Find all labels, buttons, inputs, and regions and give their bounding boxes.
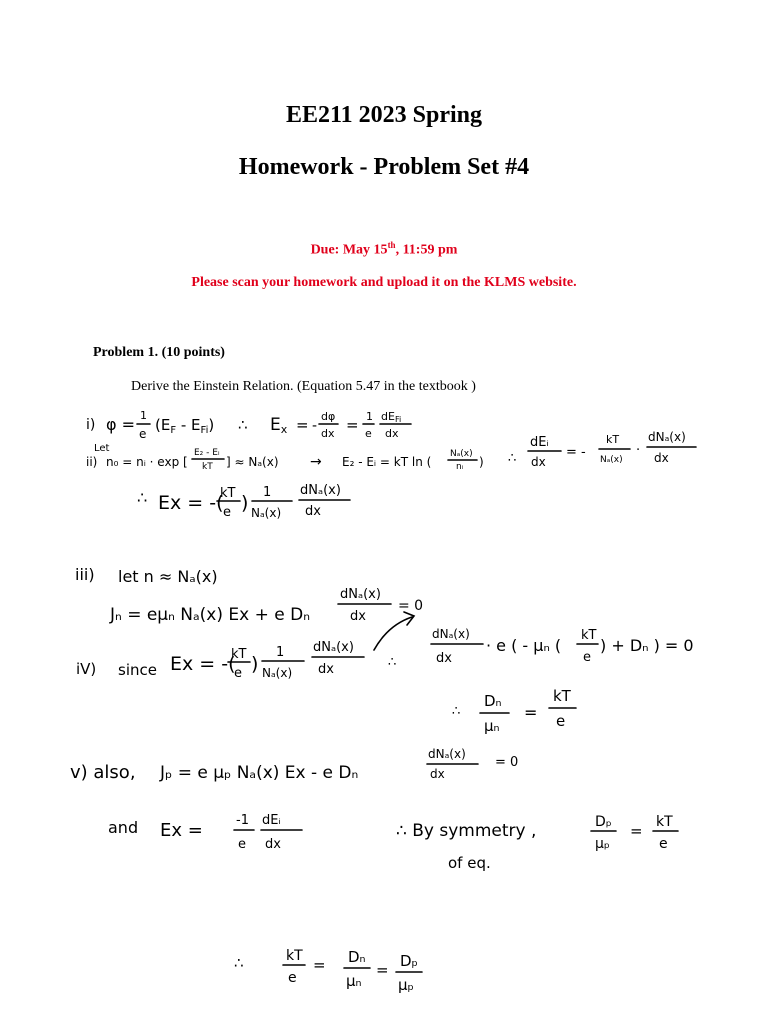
step4-arrow-curve <box>374 617 412 650</box>
step5-dEfi: dEᵢ <box>262 813 281 828</box>
step1-ex-e: E <box>270 415 281 435</box>
step1-e: e <box>139 427 147 441</box>
step4-kT2: kT <box>553 687 571 705</box>
step4-e: e <box>234 666 242 681</box>
step2-dNd: dNₐ(x) <box>648 430 686 444</box>
final-Dn: Dₙ <box>348 948 366 966</box>
step1-eq2: = <box>346 416 359 434</box>
final-Dp: Dₚ <box>400 952 418 970</box>
step4-r-end: ) + Dₙ ) = 0 <box>600 636 694 655</box>
due-prefix: Due: May 15 <box>310 242 388 258</box>
step4-therefore: ∴ <box>388 655 397 670</box>
due-suffix: , 11:59 pm <box>395 242 458 258</box>
step2b-close: ) <box>241 492 249 514</box>
step2-let: Let <box>94 443 110 454</box>
step1-dx2: dx <box>385 427 399 440</box>
step2-ln-den: nᵢ <box>456 462 464 472</box>
step5-kT: kT <box>656 814 673 830</box>
final-eq2: = <box>376 961 389 979</box>
step1-dx: dx <box>321 427 335 440</box>
step5-e: e <box>238 837 246 852</box>
step-v <box>70 747 678 872</box>
step4-r-dx: dx <box>436 651 452 666</box>
step5-jp: Jₚ = e μₚ Nₐ(x) Ex - e Dₙ <box>160 763 359 783</box>
step4-Dn: Dₙ <box>484 692 502 710</box>
step1-therefore: ∴ <box>238 416 248 434</box>
step2b-kT: kT <box>220 486 236 501</box>
step2-dx2: dx <box>654 451 669 465</box>
step4-one: 1 <box>276 645 285 660</box>
step1-eq1: = <box>296 416 309 434</box>
step2-dEfi: dEᵢ <box>530 435 549 450</box>
step4-ex: Ex = -( <box>170 653 236 675</box>
step5-by: ∴ By symmetry , <box>396 821 537 841</box>
step-iii <box>75 565 423 625</box>
step5-minus1: -1 <box>236 813 249 828</box>
final-mun: μₙ <box>346 972 362 990</box>
course-title: EE211 2023 Spring <box>285 102 483 128</box>
step1-one: 1 <box>140 409 147 422</box>
upload-instruction: Please scan your homework and upload it on the KLMS website. <box>191 275 577 290</box>
step5-dx: dx <box>430 767 445 781</box>
step2-rhs: E₂ - Eᵢ = kT ln ( <box>342 455 432 469</box>
step2-lhs: n₀ = nᵢ · exp [ <box>106 455 188 469</box>
step5-mup: μₚ <box>595 836 610 852</box>
step5-eq: = <box>630 822 643 840</box>
step2-frac-den: kT <box>202 462 213 472</box>
step1-e2: e <box>365 427 372 440</box>
step3-dNd: dNₐ(x) <box>340 587 381 602</box>
step1-dEfi <box>381 410 401 424</box>
step2b-dx: dx <box>305 504 321 519</box>
final-mup: μₚ <box>398 976 414 994</box>
step3-label: iii) <box>75 565 95 584</box>
step2-therefore: ∴ <box>508 451 517 466</box>
step2b-ex: Ex = -( <box>158 492 224 514</box>
step4-dNd: dNₐ(x) <box>313 640 354 655</box>
problem-description: Derive the Einstein Relation. (Equation 5.47 in the textbook ) <box>131 379 476 394</box>
step4-close: ) <box>251 653 259 675</box>
step1-ex <box>270 415 288 436</box>
step3-dx: dx <box>350 609 366 624</box>
final-e: e <box>288 970 297 986</box>
step3-jn: Jₙ = eμₙ Nₐ(x) Ex + e Dₙ <box>110 605 310 625</box>
step5-zero: = 0 <box>495 755 519 770</box>
step1-dEfi-sub: Fi <box>394 415 402 424</box>
final-kT: kT <box>286 948 303 964</box>
step5-and: and <box>108 818 139 837</box>
step1-dEfi-d: dE <box>381 410 395 423</box>
step4-eq: = <box>524 703 538 722</box>
step4-mun: μₙ <box>484 717 500 735</box>
step2-rhs-end: ) <box>479 455 484 469</box>
step4-dx: dx <box>318 662 334 677</box>
final-result <box>234 948 422 994</box>
step1-term-a: (E <box>155 416 171 434</box>
step3-let: let n ≈ Nₐ(x) <box>118 567 218 586</box>
step4-kT: kT <box>231 647 247 662</box>
step2-eq: = - <box>566 445 586 460</box>
step1-sub2: Fi <box>200 425 209 436</box>
step2-ln-num: Nₐ(x) <box>450 449 473 459</box>
step1-term-mid: - E <box>176 416 201 434</box>
step-ii-b <box>137 483 350 520</box>
step2-kT: kT <box>606 433 620 446</box>
step3-zero: = 0 <box>398 598 424 614</box>
step4-r-dNd: dNₐ(x) <box>432 627 470 641</box>
step2b-Nd: Nₐ(x) <box>251 506 282 520</box>
step4-Nd: Nₐ(x) <box>262 666 293 680</box>
step4-r-e: e <box>583 650 591 665</box>
homework-title: Homework - Problem Set #4 <box>238 154 530 180</box>
step2b-therefore: ∴ <box>137 488 148 507</box>
step5-ofeq: of eq. <box>448 854 491 872</box>
step1-sub1: F <box>170 425 177 436</box>
step1-minus: - <box>312 418 318 434</box>
step2-arrow: → <box>310 454 322 470</box>
step4-r-kT: kT <box>581 628 597 643</box>
step4-label: iV) <box>76 660 97 678</box>
step5-dx2: dx <box>265 837 281 852</box>
step2b-e: e <box>223 505 231 520</box>
step1-lhs: φ = <box>106 415 136 434</box>
step-iv <box>76 612 694 735</box>
step5-label: v) also, <box>70 762 136 783</box>
due-sup: th <box>387 240 396 250</box>
step1-term-end: ) <box>208 416 215 434</box>
step2-Nd: Nₐ(x) <box>600 455 623 465</box>
step2-dot: · <box>636 443 641 458</box>
step-i <box>86 409 411 441</box>
step2b-dNd: dNₐ(x) <box>300 483 341 498</box>
step1-term <box>155 416 214 436</box>
step1-label: i) <box>86 417 96 433</box>
step2b-one: 1 <box>263 485 272 500</box>
step1-dphi: dφ <box>321 410 336 423</box>
step4-therefore2: ∴ <box>452 704 461 719</box>
step4-since: since <box>118 661 157 679</box>
step4-e2: e <box>556 712 566 730</box>
step5-ex: Ex = <box>160 820 203 841</box>
step2-approx: ] ≈ Nₐ(x) <box>226 455 279 469</box>
step2-label: ii) <box>86 455 98 469</box>
step1-one2: 1 <box>366 410 373 423</box>
step5-e2: e <box>659 836 668 852</box>
problem-heading: Problem 1. (10 points) <box>93 345 225 360</box>
final-therefore: ∴ <box>234 954 244 972</box>
step1-ex-sub: x <box>280 423 288 436</box>
step2-frac-num: E₂ - Eᵢ <box>194 448 220 458</box>
final-eq1: = <box>313 956 326 974</box>
step4-r-mid: · e ( - μₙ ( <box>486 636 562 655</box>
step5-dNd: dNₐ(x) <box>428 747 466 761</box>
step5-Dp: Dₚ <box>595 814 612 830</box>
step2-dx: dx <box>531 455 546 469</box>
